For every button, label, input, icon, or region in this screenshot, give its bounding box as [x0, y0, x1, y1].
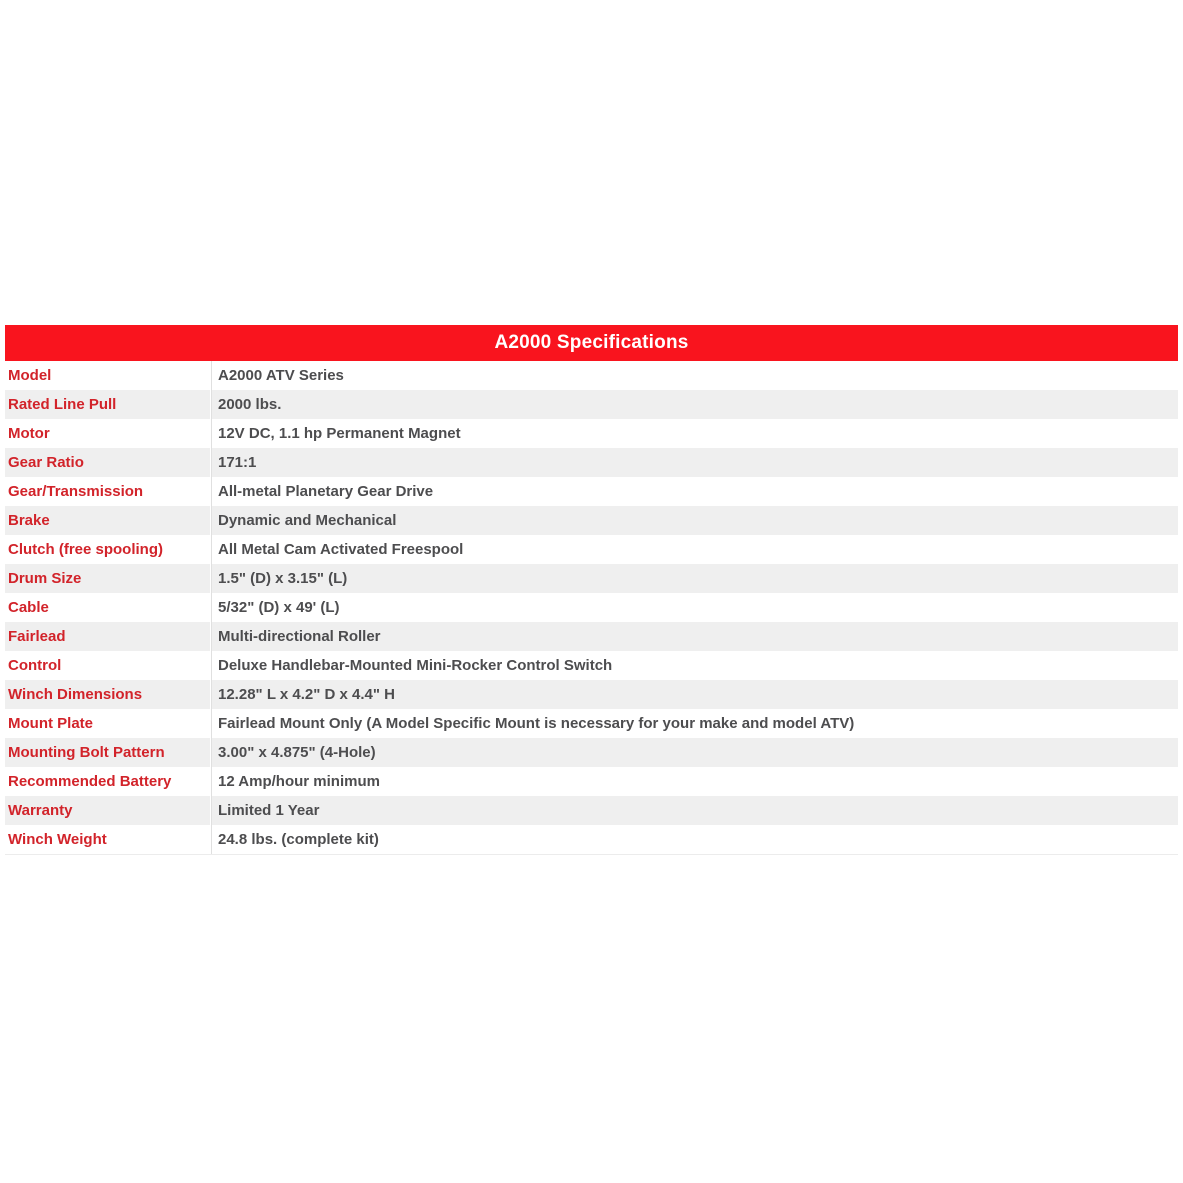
spec-value: 171:1 [211, 448, 1178, 477]
spec-value: 5/32" (D) x 49' (L) [211, 593, 1178, 622]
spec-value: Multi-directional Roller [211, 622, 1178, 651]
specifications-table-title: A2000 Specifications [5, 325, 1178, 361]
spec-label: Clutch (free spooling) [5, 535, 211, 564]
spec-row [5, 564, 1178, 593]
spec-row [5, 593, 1178, 622]
spec-value: 12.28" L x 4.2" D x 4.4" H [211, 680, 1178, 709]
spec-label: Mounting Bolt Pattern [5, 738, 211, 767]
spec-row [5, 390, 1178, 419]
spec-value: 2000 lbs. [211, 390, 1178, 419]
spec-value: Fairlead Mount Only (A Model Specific Mount is necessary for your make and model ATV) [211, 709, 1178, 738]
spec-value: 12V DC, 1.1 hp Permanent Magnet [211, 419, 1178, 448]
spec-label: Recommended Battery [5, 767, 211, 796]
spec-row [5, 709, 1178, 738]
spec-row [5, 419, 1178, 448]
spec-label: Winch Weight [5, 825, 211, 854]
spec-value: All-metal Planetary Gear Drive [211, 477, 1178, 506]
spec-row [5, 361, 1178, 390]
spec-value: 1.5" (D) x 3.15" (L) [211, 564, 1178, 593]
spec-row [5, 506, 1178, 535]
spec-row [5, 738, 1178, 767]
spec-label: Winch Dimensions [5, 680, 211, 709]
spec-label: Warranty [5, 796, 211, 825]
spec-row [5, 535, 1178, 564]
spec-value: Deluxe Handlebar-Mounted Mini-Rocker Control Switch [211, 651, 1178, 680]
spec-row [5, 680, 1178, 709]
spec-row [5, 825, 1178, 854]
spec-value: 12 Amp/hour minimum [211, 767, 1178, 796]
spec-label: Cable [5, 593, 211, 622]
spec-table-body [5, 361, 1178, 854]
spec-row [5, 796, 1178, 825]
spec-label: Mount Plate [5, 709, 211, 738]
spec-row [5, 767, 1178, 796]
spec-row [5, 477, 1178, 506]
spec-value: 3.00" x 4.875" (4-Hole) [211, 738, 1178, 767]
spec-value: A2000 ATV Series [211, 361, 1178, 390]
spec-label: Motor [5, 419, 211, 448]
spec-label: Gear Ratio [5, 448, 211, 477]
spec-value: Dynamic and Mechanical [211, 506, 1178, 535]
spec-label: Control [5, 651, 211, 680]
spec-row [5, 651, 1178, 680]
spec-label: Fairlead [5, 622, 211, 651]
spec-label: Model [5, 361, 211, 390]
spec-label: Brake [5, 506, 211, 535]
spec-label: Rated Line Pull [5, 390, 211, 419]
spec-label: Gear/Transmission [5, 477, 211, 506]
specifications-table [5, 325, 1178, 855]
spec-row [5, 448, 1178, 477]
spec-value: All Metal Cam Activated Freespool [211, 535, 1178, 564]
spec-label: Drum Size [5, 564, 211, 593]
spec-value: Limited 1 Year [211, 796, 1178, 825]
spec-value: 24.8 lbs. (complete kit) [211, 825, 1178, 854]
spec-row [5, 622, 1178, 651]
